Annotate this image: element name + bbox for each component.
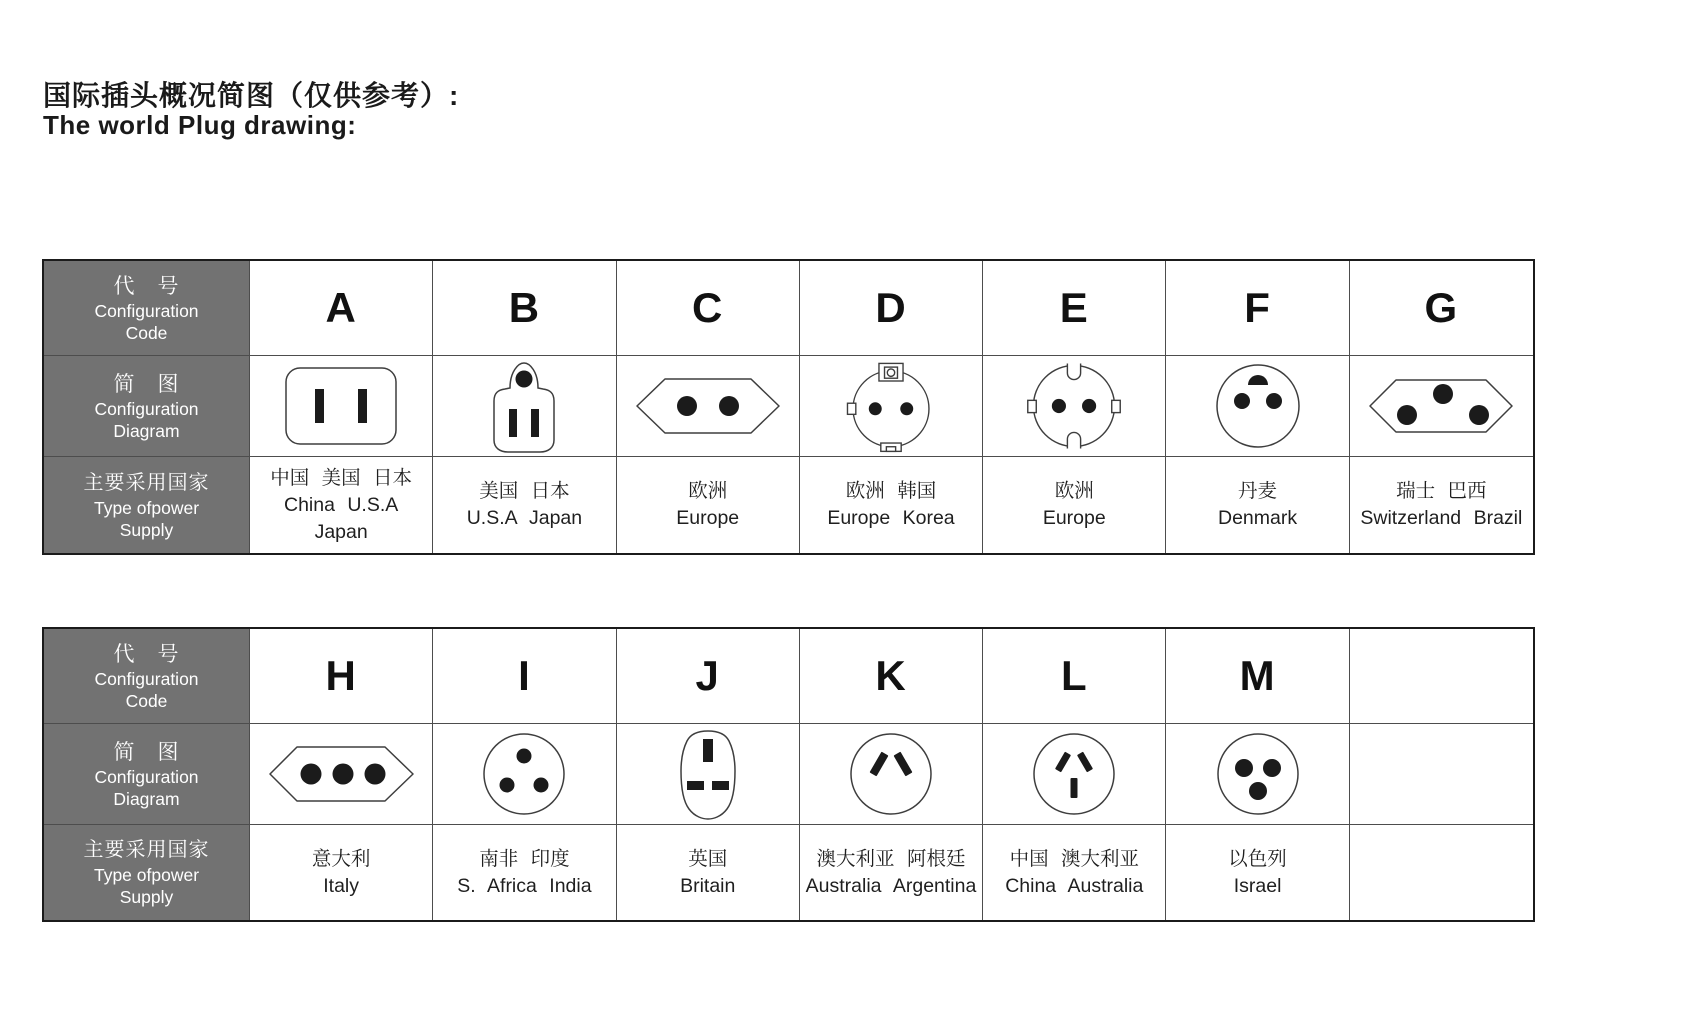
country-cell-k: 澳大利亚 阿根廷 Australia Argentina: [800, 825, 983, 920]
country-cell-j: 英国 Britain: [617, 825, 800, 920]
us-grounded-plug-icon: [481, 357, 567, 455]
diagram-cell-m: [1166, 724, 1349, 825]
country-cell-c: 欧洲 Europe: [617, 457, 800, 553]
china-australia-three-pins-icon: [1026, 726, 1122, 822]
code-cell-j: J: [617, 629, 800, 724]
code-cell-g: G: [1350, 261, 1533, 356]
page-title-chinese: 国际插头概况简图（仅供参考）:: [43, 80, 460, 111]
safrica-india-round-pins-icon: [476, 726, 572, 822]
country-cell-i: 南非 印度 S. Africa India: [433, 825, 616, 920]
code-cell-c: C: [617, 261, 800, 356]
europlug-two-round-pins-icon: [632, 368, 784, 444]
diagram-cell-f: [1166, 356, 1349, 457]
italy-three-inline-pins-icon: [265, 739, 417, 809]
country-cell-g: 瑞士 巴西 Switzerland Brazil: [1360, 480, 1523, 529]
row-header-supply-2: 主要采用国家 Type ofpower Supply: [44, 825, 250, 920]
schuko-europe-plug-icon: [1021, 356, 1127, 456]
country-cell-a: 中国 美国 日本 China U.S.A Japan: [250, 457, 433, 553]
country-cell-m: 以色列 Israel: [1166, 825, 1349, 920]
code-cell-f: F: [1166, 261, 1349, 356]
code-cell-l: L: [983, 629, 1166, 724]
diagram-cell-k: [800, 724, 983, 825]
diagram-cell-c: [617, 356, 800, 457]
swiss-three-pin-plug-icon: [1365, 374, 1517, 438]
two-flat-pins-plug-icon: [281, 363, 401, 449]
australia-two-slanted-pins-icon: [843, 726, 939, 822]
plug-table-1: [42, 259, 1535, 555]
diagram-cell-d: [800, 356, 983, 457]
diagram-cell-g: [1350, 356, 1533, 457]
code-cell-b: B: [433, 261, 616, 356]
denmark-plug-icon: [1210, 358, 1306, 454]
code-cell-m: M: [1166, 629, 1349, 724]
code-cell-empty: [1350, 629, 1533, 724]
diagram-cell-b: [433, 356, 616, 457]
schuko-korea-plug-icon: [838, 356, 944, 456]
country-cell-l: 中国 澳大利亚 China Australia: [983, 825, 1166, 920]
diagram-cell-h: [250, 724, 433, 825]
country-cell-b: 美国 日本 U.S.A Japan: [433, 457, 616, 553]
diagram-cell-empty: [1350, 724, 1533, 825]
row-header-diagram-2: 简 图 Configuration Diagram: [44, 724, 250, 825]
code-cell-h: H: [250, 629, 433, 724]
country-cell-d: 欧洲 韩国 Europe Korea: [800, 457, 983, 553]
diagram-cell-l: [983, 724, 1166, 825]
code-cell-e: E: [983, 261, 1166, 356]
country-cell-empty: [1350, 825, 1533, 920]
diagram-cell-i: [433, 724, 616, 825]
code-cell-i: I: [433, 629, 616, 724]
row-header-code: 代 号 Configuration Code: [44, 261, 250, 356]
row-header-diagram: 简 图 Configuration Diagram: [44, 356, 250, 457]
diagram-cell-e: [983, 356, 1166, 457]
plug-table-2: [42, 627, 1535, 922]
country-cell-e: 欧洲 Europe: [983, 457, 1166, 553]
diagram-cell-j: [617, 724, 800, 825]
code-cell-a: A: [250, 261, 433, 356]
page-title-english: The world Plug drawing:: [43, 110, 357, 140]
britain-three-flat-pins-icon: [660, 724, 756, 824]
code-cell-d: D: [800, 261, 983, 356]
row-header-code-2: 代 号 Configuration Code: [44, 629, 250, 724]
country-cell-h: 意大利 Italy: [250, 825, 433, 920]
country-cell-f: 丹麦 Denmark: [1166, 457, 1349, 553]
row-header-supply: 主要采用国家 Type ofpower Supply: [44, 457, 250, 553]
diagram-cell-a: [250, 356, 433, 457]
code-cell-k: K: [800, 629, 983, 724]
israel-three-round-pins-icon: [1210, 726, 1306, 822]
